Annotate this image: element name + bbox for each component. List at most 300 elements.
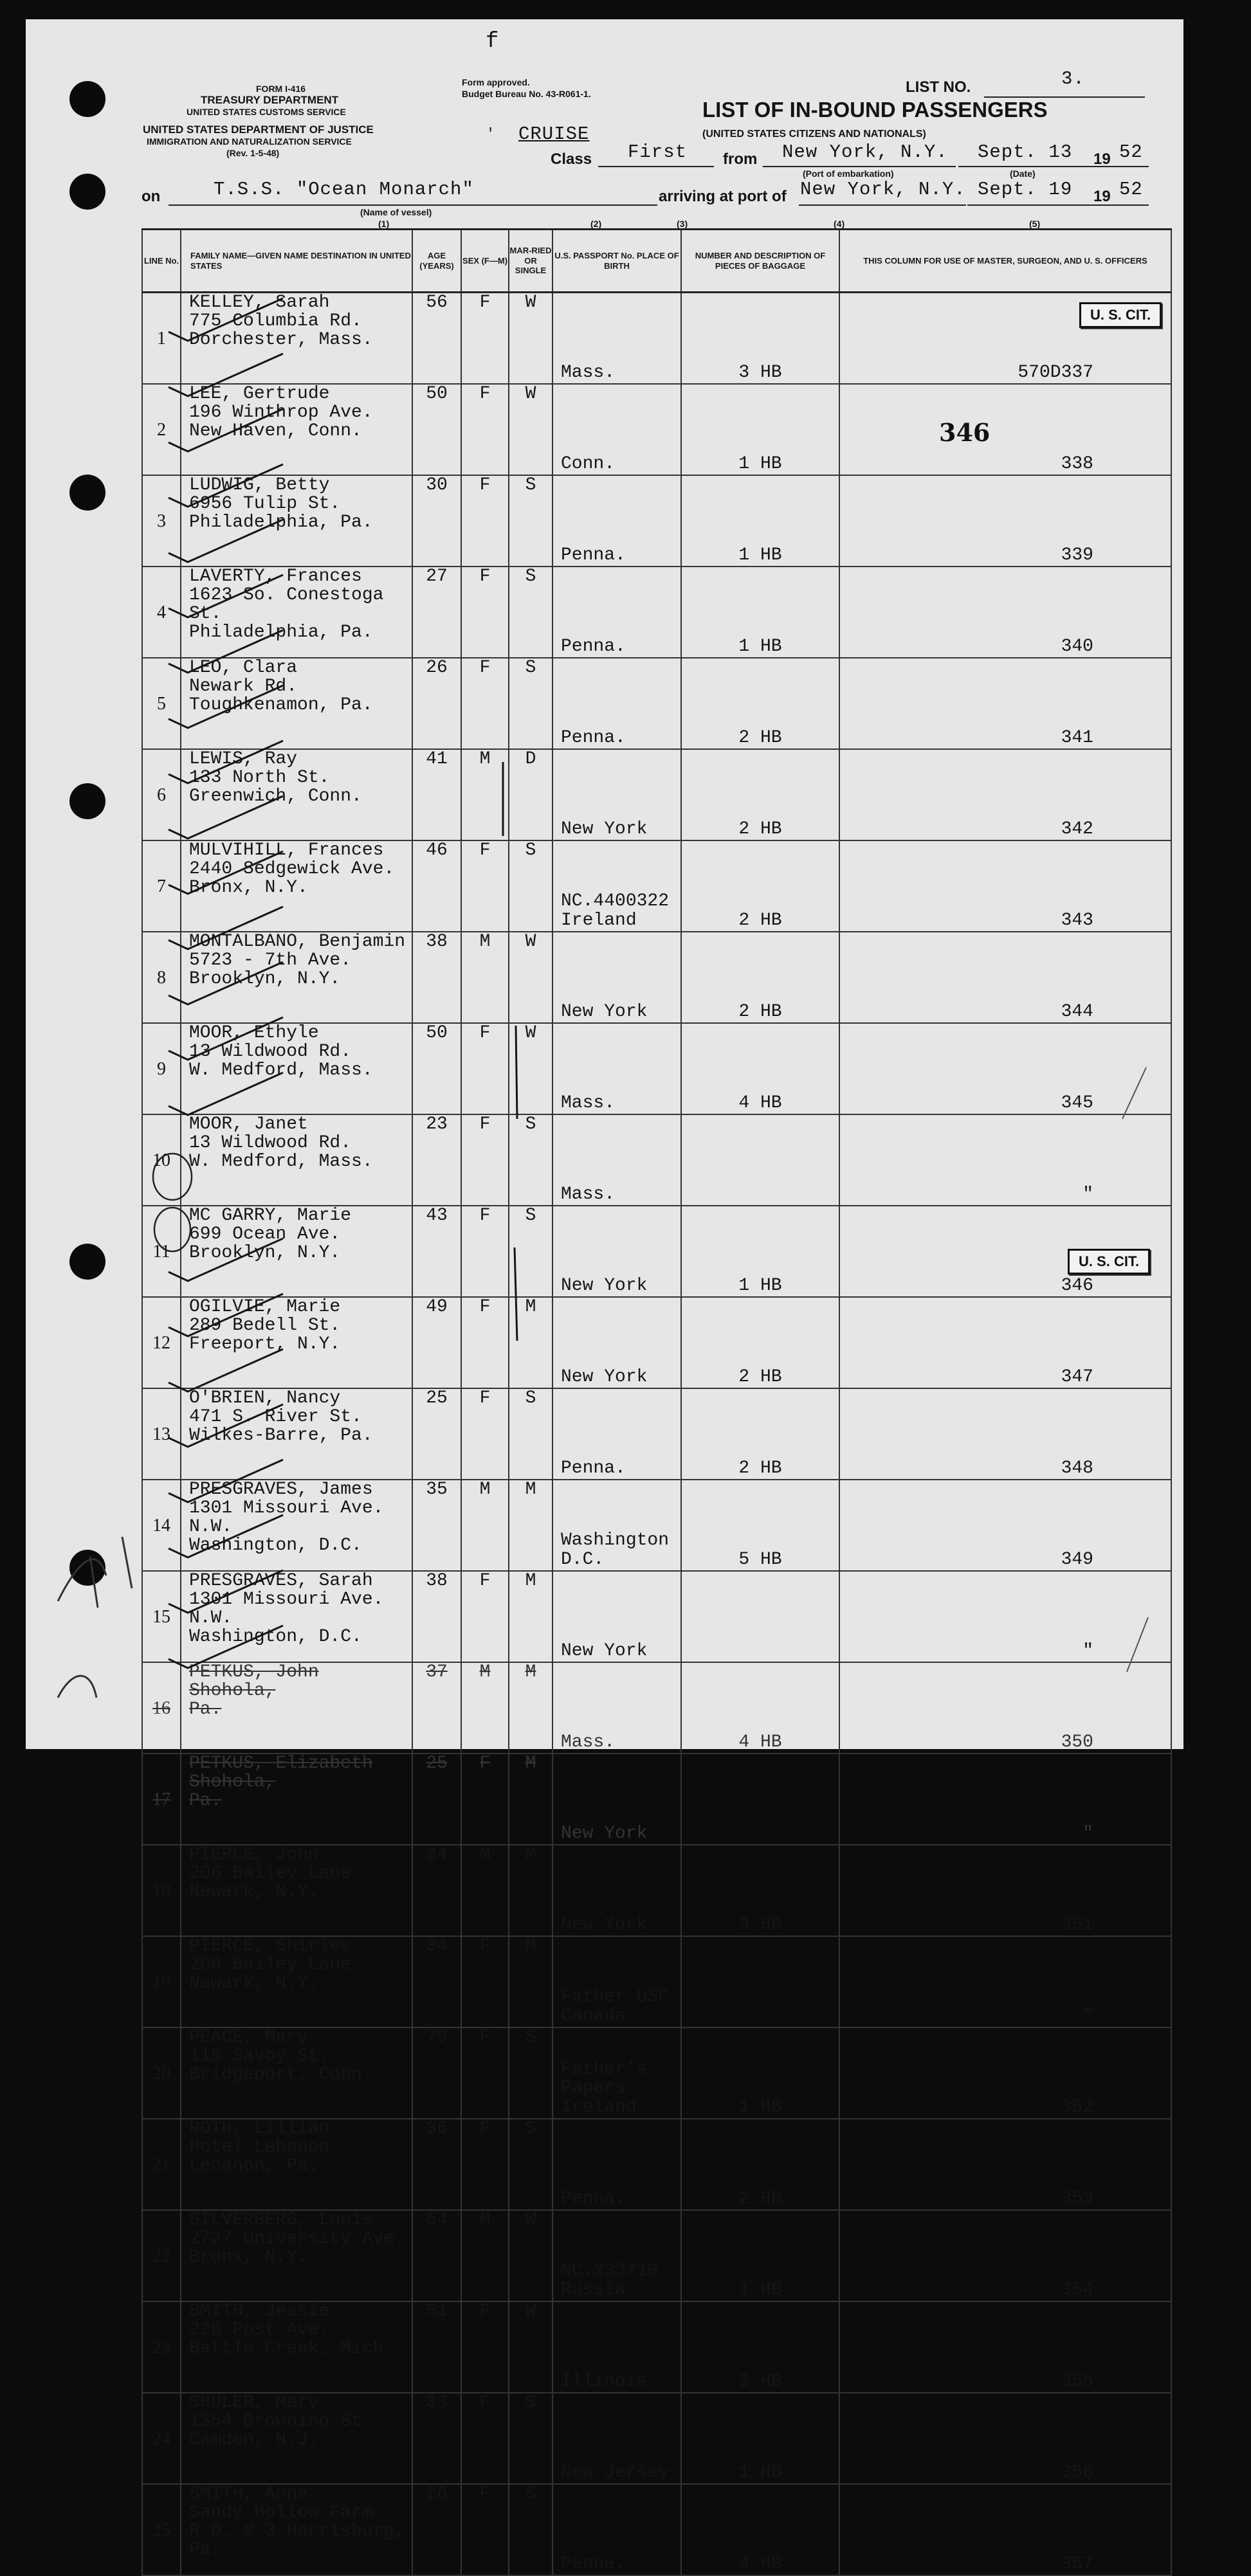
address-line-1: Shohola, xyxy=(189,1681,276,1701)
marital-cell: M xyxy=(509,1297,552,1388)
place-of-birth: Penna. xyxy=(561,637,626,657)
row-checkmark xyxy=(169,1515,283,1557)
officer-number: " xyxy=(1082,2006,1093,2026)
address-line-1: 13 Wildwood Rd. xyxy=(189,1133,352,1153)
address-line-1: 133 North St. xyxy=(189,768,330,788)
officer-number: 356 xyxy=(1061,2463,1093,2483)
line-number: 24 xyxy=(142,2393,181,2484)
line-number: 16 xyxy=(142,1662,181,1754)
passenger-name: LEE, Gertrude xyxy=(189,384,330,404)
address-line-1: Shohola, xyxy=(189,1772,276,1792)
row-checkmark xyxy=(169,1626,283,1668)
marital-cell: W xyxy=(509,932,552,1023)
address-line-1: Sandy Hollow Farm xyxy=(189,2503,373,2523)
form-approved: Form approved. xyxy=(462,77,530,87)
place-of-birth: Mass. xyxy=(561,1093,616,1113)
age-cell: 36 xyxy=(412,2119,461,2210)
list-title: LIST OF IN-BOUND PASSENGERS xyxy=(702,98,1048,122)
address-line-1: 13 Wildwood Rd. xyxy=(189,1042,352,1062)
row-checkmark xyxy=(169,1349,283,1392)
line-number: 8 xyxy=(142,932,181,1023)
officer-number: 341 xyxy=(1061,728,1093,748)
officer-cell xyxy=(839,2301,1171,2393)
row-checkmark xyxy=(169,907,283,949)
row-checkmark xyxy=(169,298,283,341)
us-cit-stamp-2: U. S. CIT. xyxy=(1068,1249,1150,1274)
form-number: FORM I-416 xyxy=(256,84,306,94)
place-of-birth: Penna. xyxy=(561,2189,626,2209)
age-cell: 49 xyxy=(412,1297,461,1388)
officer-number: 354 xyxy=(1061,2280,1093,2300)
baggage-value: 5 HB xyxy=(738,1550,782,1570)
address-line-1: 5723 - 7th Ave. xyxy=(189,950,352,970)
passenger-cell xyxy=(181,2210,412,2301)
marital-cell: W xyxy=(509,1023,552,1114)
line-number: 14 xyxy=(142,1480,181,1571)
line-number: 23 xyxy=(142,2301,181,2393)
address-line-2: Bridgeport, Conn. xyxy=(189,2065,373,2085)
sex-cell: F xyxy=(461,1114,509,1206)
age-cell: 43 xyxy=(412,1206,461,1297)
place-of-birth: Penna. xyxy=(561,545,626,565)
address-line-2: Newark, N.Y. xyxy=(189,1882,319,1902)
col-num-1: (1) xyxy=(378,219,390,229)
place-of-birth: New York xyxy=(561,1824,648,1844)
baggage-value: 3 HB xyxy=(738,1915,782,1935)
passport-cell xyxy=(552,2027,681,2119)
col-num-2: (2) xyxy=(590,219,602,229)
baggage-value: 1 HB xyxy=(738,545,782,565)
passenger-cell xyxy=(181,2027,412,2119)
line-number: 15 xyxy=(142,1571,181,1662)
passenger-name: LEO, Clara xyxy=(189,658,298,678)
age-cell: 56 xyxy=(412,293,461,385)
list-no-value: 3. xyxy=(1061,68,1085,89)
sex-cell: F xyxy=(461,2484,509,2575)
officer-number: " xyxy=(1082,1824,1093,1844)
address-line-2: Newark, N.Y. xyxy=(189,1973,319,1993)
age-cell: 50 xyxy=(412,384,461,475)
officer-tick-1 xyxy=(1122,1067,1146,1119)
age-cell: 79 xyxy=(412,2027,461,2119)
line-number: 9 xyxy=(142,1023,181,1114)
passport-number: Father's Papers xyxy=(561,2060,648,2098)
place-of-birth: New York xyxy=(561,1367,648,1387)
officer-number: 342 xyxy=(1061,819,1093,839)
marital-cell: S xyxy=(509,2119,552,2210)
marital-cell: S xyxy=(509,1206,552,1297)
address-line-2: New Haven, Conn. xyxy=(189,421,362,441)
row-checkmark xyxy=(169,1073,283,1115)
passport-number: NC.4400322 xyxy=(561,891,670,911)
place-of-birth: Penna. xyxy=(561,1458,626,1478)
marital-cell: S xyxy=(509,658,552,749)
officer-number: 346 xyxy=(1061,1276,1093,1296)
address-line-2: W. Medford, Mass. xyxy=(189,1060,373,1080)
vessel-name: T.S.S. "Ocean Monarch" xyxy=(214,179,474,200)
us-cit-stamp-1: U. S. CIT. xyxy=(1079,302,1162,328)
department-of-justice: UNITED STATES DEPARTMENT OF JUSTICE xyxy=(143,123,374,136)
marital-cell: M xyxy=(509,1480,552,1571)
row-checkmark xyxy=(169,962,283,1004)
row-checkmark xyxy=(169,575,283,617)
address-line-2: Pa. xyxy=(189,1700,222,1719)
place-of-birth: Conn. xyxy=(561,454,616,474)
officer-number: 340 xyxy=(1061,637,1093,657)
baggage-cell xyxy=(681,2301,839,2393)
row-checkmark xyxy=(169,1128,283,1170)
passport-number: NC.333710 xyxy=(561,2261,659,2281)
row-checkmark xyxy=(169,354,283,396)
officer-number: 351 xyxy=(1061,1915,1093,1935)
marital-cell: W xyxy=(509,384,552,475)
list-no-label: LIST NO. xyxy=(906,78,971,96)
on-label: on xyxy=(142,188,161,205)
officer-cell xyxy=(839,1845,1171,1936)
col-header-sex: SEX (F—M) xyxy=(461,230,509,293)
line-number: 13 xyxy=(142,1388,181,1480)
place-of-birth: Russia xyxy=(561,2280,626,2300)
from-port: New York, N.Y. xyxy=(782,141,948,163)
row-checkmark xyxy=(169,1404,283,1447)
sex-cell: F xyxy=(461,1023,509,1114)
arrive-year: 52 xyxy=(1119,179,1143,200)
col-num-4: (4) xyxy=(834,219,845,229)
officer-number: 349 xyxy=(1061,1550,1093,1570)
row-checkmark xyxy=(169,851,283,894)
top-pen-mark: f xyxy=(486,30,500,54)
place-of-birth: Penna. xyxy=(561,728,626,748)
sex-cell: F xyxy=(461,2393,509,2484)
baggage-value: 1 HB xyxy=(738,2098,782,2118)
place-of-birth: Mass. xyxy=(561,363,616,383)
place-of-birth: Ireland xyxy=(561,911,637,930)
address-line-2: Lebanon, Pa. xyxy=(189,2156,319,2176)
address-line-1: 2440 Sedgewick Ave. xyxy=(189,859,395,879)
row-checkmark xyxy=(169,1017,283,1060)
form-revision: (Rev. 1-5-48) xyxy=(226,148,280,158)
passenger-name: MOOR, Janet xyxy=(189,1114,308,1134)
col-header-age: AGE (YEARS) xyxy=(412,230,461,293)
address-line-2: Dorchester, Mass. xyxy=(189,330,373,350)
arrive-port: New York, N.Y. xyxy=(800,179,966,200)
place-of-birth: Penna. xyxy=(561,2554,626,2574)
sex-cell: F xyxy=(461,1206,509,1297)
col-header-passport: U.S. PASSPORT No. PLACE OF BIRTH xyxy=(552,230,681,293)
circle-mark-16 xyxy=(153,1154,192,1200)
marital-cell: S xyxy=(509,1388,552,1480)
passport-cell xyxy=(552,2393,681,2484)
address-line-1: 196 Winthrop Ave. xyxy=(189,403,373,422)
baggage-value: 2 HB xyxy=(738,1367,782,1387)
sex-cell: M xyxy=(461,749,509,840)
sex-cell: F xyxy=(461,293,509,385)
officer-number: 357 xyxy=(1061,2554,1093,2574)
marital-cell: W xyxy=(509,293,552,385)
line-number: 6 xyxy=(142,749,181,840)
address-line-2: Brooklyn, N.Y. xyxy=(189,969,341,989)
age-cell: 50 xyxy=(412,1023,461,1114)
age-cell: 27 xyxy=(412,567,461,658)
address-line-2: Pa. xyxy=(189,1791,222,1811)
sex-cell: F xyxy=(461,2119,509,2210)
address-line-2: Freeport, N.Y. xyxy=(189,1334,341,1354)
line-number: 20 xyxy=(142,2027,181,2119)
marital-cell: M xyxy=(509,1936,552,2027)
officer-cell xyxy=(839,1936,1171,2027)
officer-number: 347 xyxy=(1061,1367,1093,1387)
line-number: 25 xyxy=(142,2484,181,2575)
address-line-1: 1623 So. Conestoga St. xyxy=(189,585,384,624)
passenger-cell xyxy=(181,2393,412,2484)
baggage-cell xyxy=(681,2393,839,2484)
row-checkmark xyxy=(169,741,283,783)
address-line-2: Camden, N.J. xyxy=(189,2430,319,2450)
line-number: 2 xyxy=(142,384,181,475)
line-number: 3 xyxy=(142,475,181,567)
sex-cell: F xyxy=(461,475,509,567)
address-line-2: R.D. # 3 Harrisburg, Pa. xyxy=(189,2521,406,2560)
line-number: 7 xyxy=(142,840,181,932)
marital-cell: S xyxy=(509,2027,552,2119)
baggage-value: 4 HB xyxy=(738,1093,782,1113)
line-number: 4 xyxy=(142,567,181,658)
marital-cell: S xyxy=(509,1114,552,1206)
bracket-mark-pierce xyxy=(515,1247,517,1341)
sex-cell: F xyxy=(461,567,509,658)
address-line-2: Wilkes-Barre, Pa. xyxy=(189,1426,373,1446)
age-cell: 26 xyxy=(412,658,461,749)
passenger-cell xyxy=(181,2484,412,2575)
address-line-1: 289 Bedell St. xyxy=(189,1316,341,1336)
sex-cell: M xyxy=(461,1662,509,1754)
col-num-3: (3) xyxy=(677,219,688,229)
place-of-birth: New York xyxy=(561,1002,648,1022)
sex-cell: F xyxy=(461,658,509,749)
from-date: Sept. 13 xyxy=(978,141,1073,163)
treasury-department: TREASURY DEPARTMENT xyxy=(201,94,339,106)
age-cell: 64 xyxy=(412,2210,461,2301)
baggage-value: 2 HB xyxy=(738,2189,782,2209)
line-number: 17 xyxy=(142,1754,181,1845)
line-number: 11 xyxy=(142,1206,181,1297)
line-number: 1 xyxy=(142,293,181,385)
passport-cell xyxy=(552,1845,681,1936)
baggage-value: 1 HB xyxy=(738,637,782,657)
baggage-value: 3 HB xyxy=(738,363,782,383)
officer-number: 352 xyxy=(1061,2098,1093,2118)
table-row xyxy=(142,2301,1171,2393)
line-number: 10 xyxy=(142,1114,181,1206)
officer-number: 570D337 xyxy=(1018,363,1093,383)
immigration-service: IMMIGRATION AND NATURALIZATION SERVICE xyxy=(147,136,352,147)
passenger-cell xyxy=(181,1936,412,2027)
officer-cell xyxy=(839,2484,1171,2575)
baggage-value: 4 HB xyxy=(738,2554,782,2574)
officer-number: 345 xyxy=(1061,1093,1093,1113)
age-cell: 51 xyxy=(412,2301,461,2393)
age-cell: 46 xyxy=(412,840,461,932)
marital-cell: S xyxy=(509,2393,552,2484)
marital-cell: W xyxy=(509,2210,552,2301)
sex-cell: M xyxy=(461,932,509,1023)
address-line-1: Hotel Lebanon xyxy=(189,2137,330,2157)
officer-number: 353 xyxy=(1061,2189,1093,2209)
age-cell: 37 xyxy=(412,1662,461,1754)
passenger-name: MOOR, Ethyle xyxy=(189,1023,319,1043)
line-number: 22 xyxy=(142,2210,181,2301)
marital-cell: M xyxy=(509,1845,552,1936)
address-line-1: 206 Bailey Lane xyxy=(189,1864,352,1883)
sex-cell: M xyxy=(461,1845,509,1936)
baggage-value: 1 HB xyxy=(738,2280,782,2300)
address-line-1: 206 Bailey Lane xyxy=(189,1955,352,1975)
address-line-2: W. Medford, Mass. xyxy=(189,1152,373,1172)
baggage-cell xyxy=(681,1936,839,2027)
age-cell: 30 xyxy=(412,475,461,567)
sex-cell: F xyxy=(461,840,509,932)
address-line-1: 2727 University Ave. xyxy=(189,2229,406,2249)
place-of-birth: New York xyxy=(561,1641,648,1661)
line-number: 19 xyxy=(142,1936,181,2027)
passenger-name: SHULER, Mary xyxy=(189,2393,319,2413)
baggage-value: 2 HB xyxy=(738,1002,782,1022)
marital-cell: S xyxy=(509,567,552,658)
passenger-name: PIERCE, Shirley xyxy=(189,1936,352,1956)
passenger-name: PRESGRAVES, James xyxy=(189,1480,373,1500)
age-cell: 38 xyxy=(412,932,461,1023)
passenger-name: MC GARRY, Marie xyxy=(189,1206,352,1226)
officer-number: " xyxy=(1082,1184,1093,1204)
address-line-2: Washington, D.C. xyxy=(189,1536,362,1556)
baggage-value: 2 HB xyxy=(738,911,782,930)
passenger-name: O'BRIEN, Nancy xyxy=(189,1388,341,1408)
sex-cell: F xyxy=(461,2027,509,2119)
baggage-cell xyxy=(681,2027,839,2119)
passenger-name: ROTH, Lillian xyxy=(189,2119,330,2139)
baggage-value: 2 HB xyxy=(738,819,782,839)
table-row xyxy=(142,2027,1171,2119)
passenger-cell xyxy=(181,2119,412,2210)
address-line-1: 115 Savoy St. xyxy=(189,2046,330,2066)
baggage-value: 4 HB xyxy=(738,1732,782,1752)
address-line-1: 1301 Missouri Ave. N.W. xyxy=(189,1498,384,1537)
marital-cell: S xyxy=(509,840,552,932)
vessel-caption: (Name of vessel) xyxy=(360,207,432,217)
marital-cell: D xyxy=(509,749,552,840)
customs-service: UNITED STATES CUSTOMS SERVICE xyxy=(187,107,346,117)
baggage-cell xyxy=(681,2210,839,2301)
table-row xyxy=(142,2393,1171,2484)
baggage-value: 2 HB xyxy=(738,728,782,748)
passenger-name: LAVERTY, Frances xyxy=(189,567,362,586)
port-embark-caption: (Port of embarkation) xyxy=(803,168,894,179)
row-checkmark xyxy=(169,464,283,507)
table-row xyxy=(142,1936,1171,2027)
row-checkmark xyxy=(169,1570,283,1613)
col-header-officers: THIS COLUMN FOR USE OF MASTER, SURGEON, AND U. S. OFFICERS xyxy=(839,230,1171,293)
passport-number: Washington xyxy=(561,1530,670,1550)
sex-cell: F xyxy=(461,1936,509,2027)
address-line-1: 471 S. River St. xyxy=(189,1407,362,1427)
col-num-5: (5) xyxy=(1029,219,1041,229)
passenger-name: SMITH, Jessie xyxy=(189,2301,330,2321)
passport-number: Father USC xyxy=(561,1987,670,2007)
address-line-1: 775 Columbia Rd. xyxy=(189,311,362,331)
age-cell: 35 xyxy=(412,1480,461,1571)
address-line-2: Bronx, N.Y. xyxy=(189,2247,308,2267)
place-of-birth: D.C. xyxy=(561,1550,605,1570)
baggage-value: 1 HB xyxy=(738,454,782,474)
marital-cell: M xyxy=(509,1754,552,1845)
passenger-cell xyxy=(181,2301,412,2393)
address-line-1: 228 Post Ave. xyxy=(189,2320,330,2340)
officer-number: 343 xyxy=(1061,911,1093,930)
address-line-1: 1354 Browning St. xyxy=(189,2411,373,2431)
place-of-birth: Canada xyxy=(561,2006,626,2026)
bracket-mark-presgraves xyxy=(516,1026,517,1119)
col-header-married: MAR-RIED OR SINGLE xyxy=(509,230,552,293)
passenger-name: PETKUS, Elizabeth xyxy=(189,1754,373,1773)
sex-cell: F xyxy=(461,2301,509,2393)
sex-cell: M xyxy=(461,1480,509,1571)
baggage-cell xyxy=(681,2119,839,2210)
officer-number: 348 xyxy=(1061,1458,1093,1478)
address-line-1: 699 Ocean Ave. xyxy=(189,1224,341,1244)
age-cell: 25 xyxy=(412,1754,461,1845)
place-of-birth: New York xyxy=(561,1276,648,1296)
age-cell: 33 xyxy=(412,2393,461,2484)
place-of-birth: New Jersey xyxy=(561,2463,670,2483)
baggage-value: 1 HB xyxy=(738,1276,782,1296)
place-of-birth: Mass. xyxy=(561,1732,616,1752)
sex-cell: F xyxy=(461,1754,509,1845)
place-of-birth: Mass. xyxy=(561,1184,616,1204)
sex-cell: M xyxy=(461,2210,509,2301)
col-header-name: FAMILY NAME—GIVEN NAME DESTINATION IN UNITED STATES xyxy=(181,230,412,293)
baggage-value: 2 HB xyxy=(738,1458,782,1478)
sex-cell: F xyxy=(461,1571,509,1662)
passport-cell xyxy=(552,2210,681,2301)
sex-cell: F xyxy=(461,1297,509,1388)
sex-cell: F xyxy=(461,1388,509,1480)
officer-cell xyxy=(839,2393,1171,2484)
passenger-name: LEWIS, Ray xyxy=(189,749,298,769)
passenger-name: PETKUS, John xyxy=(189,1662,319,1682)
col-header-baggage: NUMBER AND DESCRIPTION OF PIECES OF BAGGAGE xyxy=(681,230,839,293)
baggage-value: 2 HB xyxy=(738,2372,782,2391)
officer-cell xyxy=(839,2027,1171,2119)
address-line-2: Bronx, N.Y. xyxy=(189,878,308,898)
address-line-2: Philadelphia, Pa. xyxy=(189,622,373,642)
marital-cell: W xyxy=(509,2301,552,2393)
address-line-2: Brooklyn, N.Y. xyxy=(189,1243,341,1263)
address-line-1: Newark Rd. xyxy=(189,676,298,696)
cruise-label: CRUISE xyxy=(518,123,590,145)
row-checkmark xyxy=(169,630,283,673)
age-cell: 38 xyxy=(412,1571,461,1662)
passenger-name: MULVIHILL, Frances xyxy=(189,840,384,860)
marital-cell: S xyxy=(509,2484,552,2575)
passport-cell xyxy=(552,2119,681,2210)
officer-number: 344 xyxy=(1061,1002,1093,1022)
officer-number: 339 xyxy=(1061,545,1093,565)
cruise-mark: ' xyxy=(486,126,496,142)
col-header-line: LINE No. xyxy=(142,230,181,293)
handwritten-346: 346 xyxy=(939,418,991,447)
list-subtitle: (UNITED STATES CITIZENS AND NATIONALS) xyxy=(702,129,926,140)
place-of-birth: New York xyxy=(561,819,648,839)
